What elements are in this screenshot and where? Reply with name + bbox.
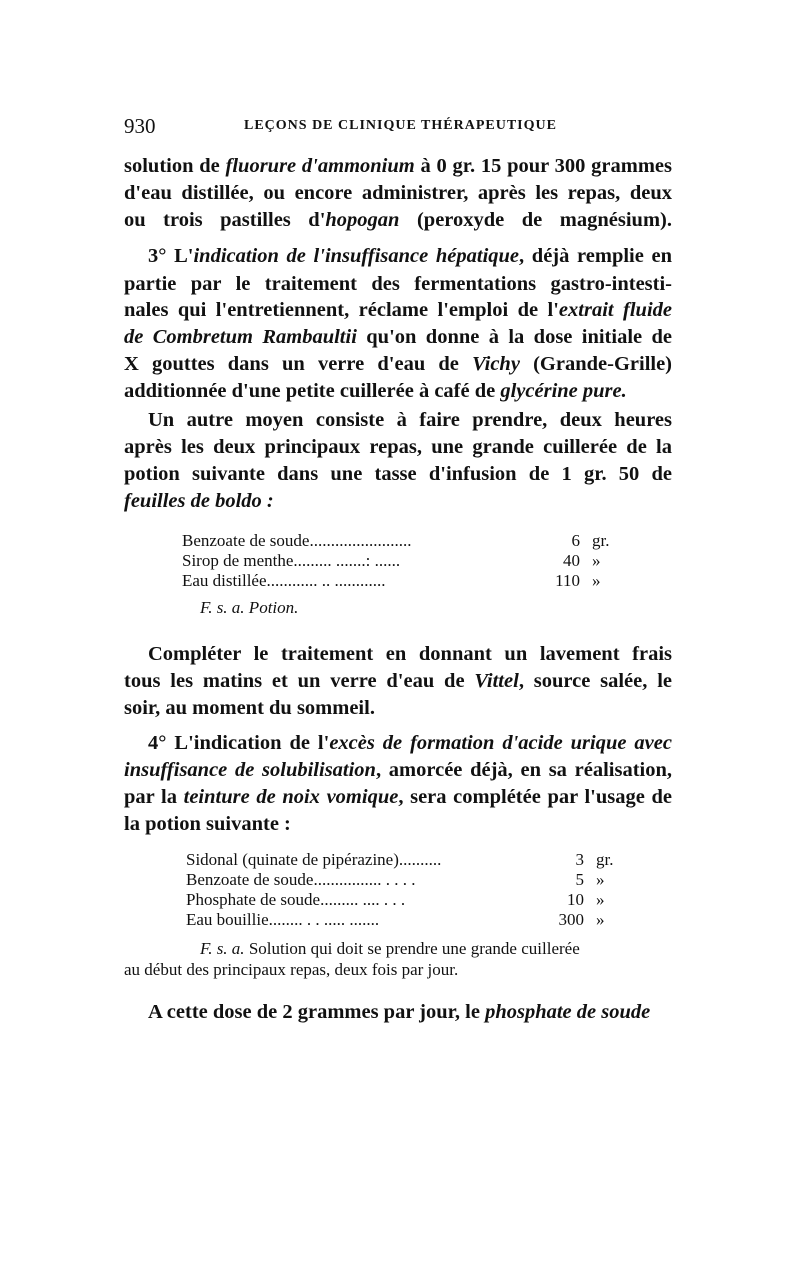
text-line: 4° L'indication de l'excès de formation d'acide urique avec [148,732,672,754]
text-line: par la teinture de noix vomique, sera complétée par l'usage de [124,786,673,808]
text-line: potion suivante dans une tasse d'infusion de 1 gr. 50 de [124,463,672,485]
text-line: feuilles de boldo : [124,490,274,512]
recipe-footer: F. s. a. Potion. [200,598,299,617]
text-line: 3° L'indication de l'insuffisance hépatique, déjà remplie en [148,245,672,267]
text-line: soir, au moment du sommeil. [124,697,375,719]
text-line: tous les matins et un verre d'eau de Vittel, source salée, le [124,670,672,692]
page-number: 930 [124,114,156,138]
text-line: X gouttes dans un verre d'eau de Vichy (Grande-Grille) [124,353,673,375]
recipe-footer: au début des principaux repas, deux fois par jour. [124,960,459,979]
text-line: additionnée d'une petite cuillerée à café de glycérine pure. [124,380,627,402]
text-line: de Combretum Rambaultii qu'on donne à la dose initiale de [124,326,672,348]
text-line: la potion suivante : [124,813,291,835]
text-line: d'eau distillée, ou encore administrer, après les repas, deux [124,182,672,204]
text-line: Un autre moyen consiste à faire prendre, deux heures [148,409,672,431]
text-line: solution de fluorure d'ammonium à 0 gr. 15 pour 300 grammes [124,155,672,177]
text-line: partie par le traitement des fermentations gastro-intesti- [124,273,672,295]
text-line: nales qui l'entretiennent, réclame l'emploi de l'extrait fluide [124,299,672,321]
text-line: après les deux principaux repas, une grande cuillerée de la [124,436,672,458]
text-line: ou trois pastilles d'hopogan (peroxyde de magnésium). [124,209,672,231]
recipe-footer: F. s. a. Solution qui doit se prendre une grande cuillerée [200,939,580,958]
book-page: 930 LEÇONS DE CLINIQUE THÉRAPEUTIQUE solution de fluorure d'ammonium à 0 gr. 15 pour 300 grammes d'eau distillée, ou encore administrer, après les repas, deux ou trois pastilles d'hopogan (peroxyde de magnésium). 3° L'indication de l'insuffisance hépatique, déjà remplie en partie par le traitement des fermentations gastro-intesti- nales qui l'entretiennent, réclame l'emploi de l'extrait fluide de Combretum Rambaultii qu'on donne à la dose initiale de X gouttes dans un verre d'eau de Vichy (Grande-Grille) additionnée d'une petite cuillerée à café de glycérine pure. Un autre moyen consiste à faire prendre, deux heures après les deux principaux repas, une grande cuillerée de la potion suivante dans une tasse d'infusion de 1 gr. 50 de feuilles de boldo : Benzoate de soude........................ 6 gr. Sirop de menthe......... .......: ...... 40 » Eau distillée............ .. ............ 110 » F. s. a. Potion. Compléter le traitement en donnant un lavement frais tous les matins et un verre d'eau de Vittel, source salée, le soir, au moment du sommeil. 4° L'indication de l'excès de formation d'acide urique avec insuffisance de solubilisation, amorcée déjà, en sa réalisation, par la teinture de noix vomique, sera complétée par l'usage de la potion suivante : Sidonal (quinate de pipérazine).......... 3 gr. Benzoate de soude................ . . . . 5 » Phosphate de soude......... .... . . . 10 » Eau bouillie........ . . ..... ....... 300 » F. s. a. Solution qui doit se prendre une grande cuillerée au début des principaux repas, deux fois par jour. A cette dose de 2 grammes par jour, le phosphate de soude [0,0,800,1262]
text-line: insuffisance de solubilisation, amorcée déjà, en sa réalisation, [124,759,672,781]
text-line: Compléter le traitement en donnant un lavement frais [148,643,672,665]
page-header [124,114,684,138]
text-line: A cette dose de 2 grammes par jour, le phosphate de soude [148,1001,651,1023]
running-head: LEÇONS DE CLINIQUE THÉRAPEUTIQUE [244,118,557,133]
